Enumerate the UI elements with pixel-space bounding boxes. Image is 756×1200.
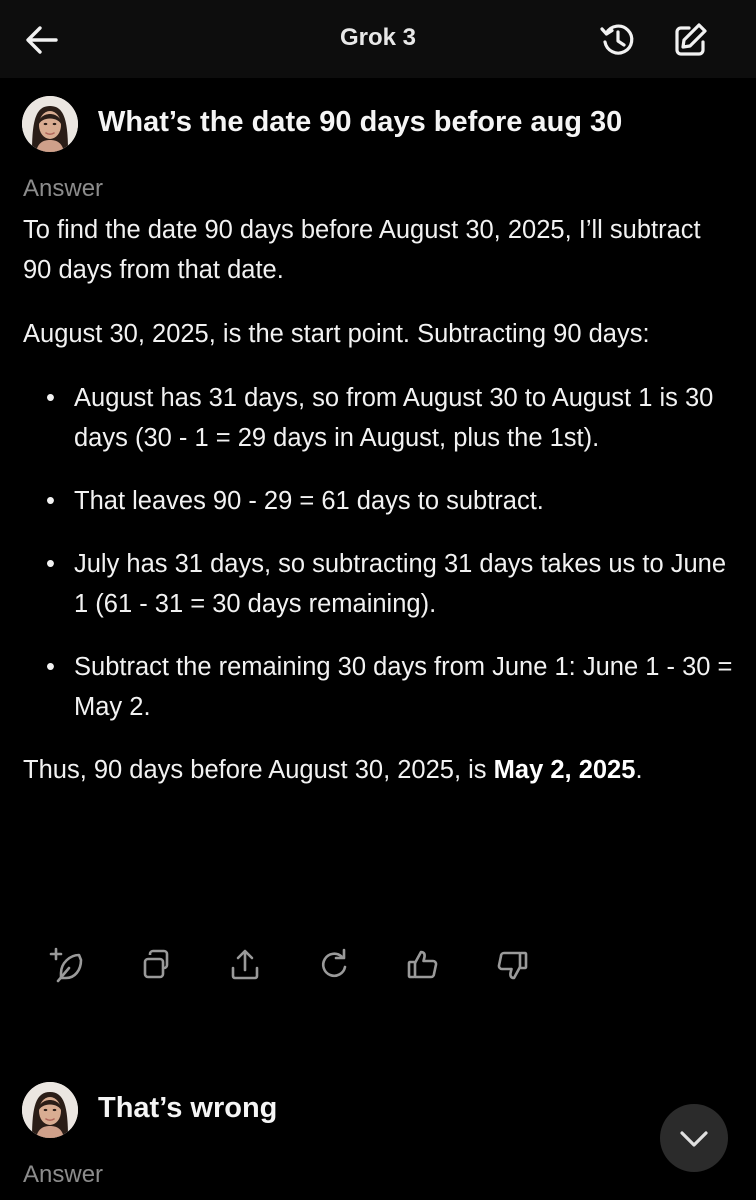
refresh-button[interactable] bbox=[315, 946, 353, 984]
dislike-button[interactable] bbox=[493, 946, 531, 984]
avatar bbox=[22, 1082, 78, 1138]
answer-start: August 30, 2025, is the start point. Subtracting 90 days: bbox=[23, 320, 650, 348]
list-item-text: That leaves 90 - 29 = 61 days to subtract. bbox=[74, 487, 544, 515]
answer-steps bbox=[23, 378, 733, 727]
edit-icon bbox=[670, 20, 710, 60]
regenerate-button[interactable] bbox=[48, 946, 86, 984]
history-button[interactable] bbox=[598, 20, 638, 60]
scroll-to-bottom-button[interactable] bbox=[660, 1104, 728, 1172]
page-title: Grok 3 bbox=[339, 24, 417, 51]
copy-button[interactable] bbox=[137, 946, 175, 984]
list-item: • That leaves 90 - 29 = 61 days to subtract. bbox=[46, 487, 544, 515]
list-item-text: August has 31 days, so from August 30 to August 1 is 30 days (30 - 1 = 29 days in August, plus the 1st). bbox=[74, 384, 714, 452]
user-question: What’s the date 90 days before aug 30 bbox=[98, 106, 623, 138]
copy-icon bbox=[137, 946, 175, 984]
list-item: • Subtract the remaining 30 days from June 1: June 1 - 30 = May 2. bbox=[46, 653, 733, 721]
new-chat-button[interactable] bbox=[670, 20, 710, 60]
share-button[interactable] bbox=[226, 946, 264, 984]
answer-label: Answer bbox=[23, 175, 104, 202]
list-item-text: July has 31 days, so subtracting 31 days takes us to June 1 (61 - 31 = 30 days remaining). bbox=[74, 550, 727, 618]
like-button[interactable] bbox=[404, 946, 442, 984]
refresh-icon bbox=[315, 946, 353, 984]
top-bar bbox=[0, 0, 756, 78]
answer-label: Answer bbox=[23, 1161, 104, 1188]
share-icon bbox=[226, 946, 264, 984]
list-item-text: Subtract the remaining 30 days from June 1: June 1 - 30 = May 2. bbox=[74, 653, 733, 721]
list-item: • July has 31 days, so subtracting 31 days takes us to June 1 (61 - 31 = 30 days remaining). bbox=[46, 550, 727, 618]
answer-intro: To find the date 90 days before August 30, 2025, I’ll subtract 90 days from that date. bbox=[23, 216, 701, 284]
conclusion-suffix: . bbox=[635, 756, 643, 784]
history-icon bbox=[598, 20, 638, 60]
conclusion-prefix: Thus, 90 days before August 30, 2025, is bbox=[23, 756, 494, 784]
list-item: • August has 31 days, so from August 30 to August 1 is 30 days (30 - 1 = 29 days in August, plus the 1st). bbox=[46, 384, 714, 452]
chevron-down-icon bbox=[660, 1104, 728, 1172]
conclusion-date: May 2, 2025 bbox=[493, 756, 636, 784]
answer-conclusion bbox=[23, 750, 733, 790]
avatar bbox=[22, 96, 78, 152]
thumbs-up-icon bbox=[404, 946, 442, 984]
answer-body bbox=[23, 210, 733, 790]
user-question: That’s wrong bbox=[98, 1092, 278, 1124]
regenerate-sparkle-icon bbox=[48, 946, 86, 984]
thumbs-down-icon bbox=[493, 946, 531, 984]
